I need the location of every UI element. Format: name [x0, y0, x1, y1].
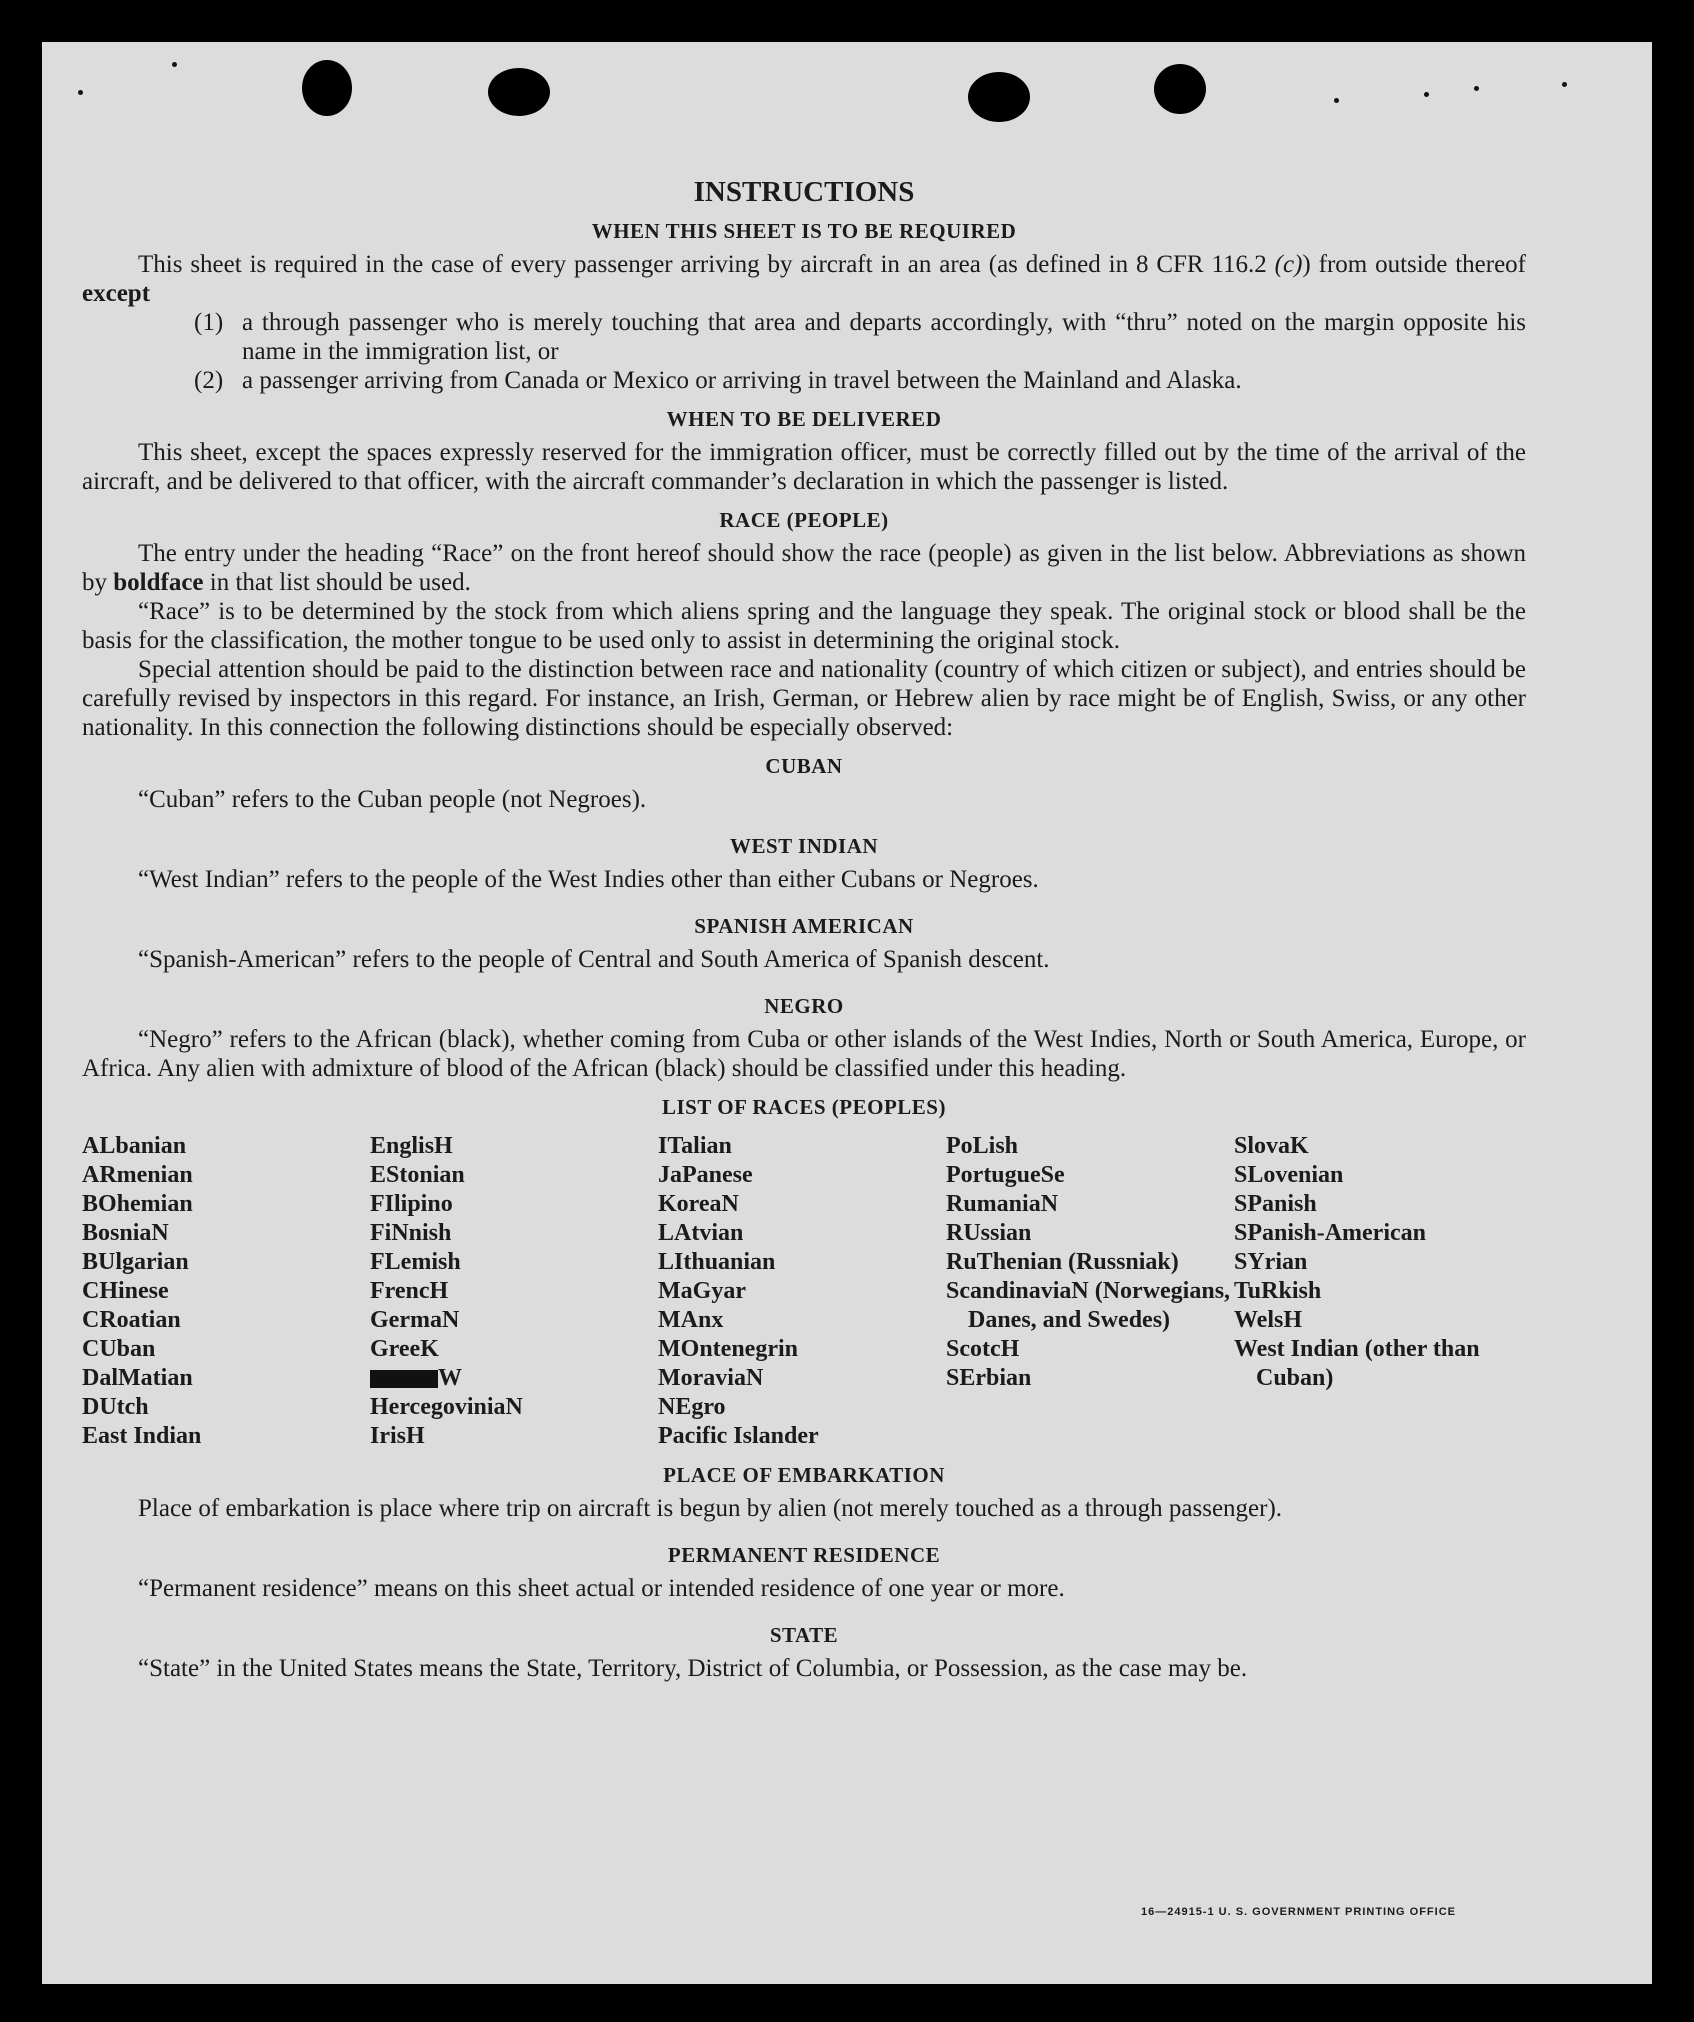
- race-entry: ALbanian: [82, 1133, 187, 1159]
- race-entry: GreeK: [370, 1336, 439, 1362]
- race-entry: LAtvian: [658, 1220, 744, 1246]
- heading-negro: NEGRO: [764, 994, 844, 1018]
- race-entry: SPanish: [1234, 1191, 1317, 1217]
- race-entry: RuThenian (Russniak): [946, 1249, 1179, 1275]
- race-entry: BUlgarian: [82, 1249, 189, 1275]
- race-entry: HercegoviniaN: [370, 1394, 523, 1420]
- race-list: [82, 1132, 1526, 1451]
- heading-when-delivered: WHEN TO BE DELIVERED: [666, 407, 942, 431]
- race-entry: JaPanese: [658, 1162, 753, 1188]
- race-entry: MoraviaN: [658, 1365, 764, 1391]
- race-entry-redacted: W: [370, 1364, 658, 1393]
- cuban-text: “Cuban” refers to the Cuban people (not Negroes).: [138, 786, 647, 813]
- state-text: “State” in the United States means the State, Territory, District of Columbia, or Possession, as the case may be.: [138, 1655, 1248, 1682]
- race-column-5: [1234, 1132, 1522, 1451]
- race-entry: FIlipino: [370, 1191, 453, 1217]
- punch-hole: [968, 72, 1030, 122]
- instructions-content: [82, 172, 1526, 1683]
- speck: [1334, 98, 1339, 103]
- race-entry: RumaniaN: [946, 1191, 1059, 1217]
- race-entry: WelsH: [1234, 1307, 1303, 1333]
- heading-when-required: WHEN THIS SHEET IS TO BE REQUIRED: [591, 219, 1017, 243]
- required-intro: This sheet is required in the case of every passenger arriving by aircraft in an area (as defined in 8 CFR 116.2 (c)) from outside thereof except: [82, 251, 1526, 307]
- race-entry: BOhemian: [82, 1191, 193, 1217]
- heading-embarkation: PLACE OF EMBARKATION: [663, 1463, 945, 1487]
- race-entry: SLovenian: [1234, 1162, 1344, 1188]
- speck: [78, 90, 83, 95]
- race-column-1: [82, 1132, 370, 1451]
- race-entry: East Indian: [82, 1423, 202, 1449]
- race-entry: SPanish-American: [1234, 1220, 1426, 1246]
- speck: [1562, 82, 1567, 87]
- race-paragraph-3: Special attention should be paid to the distinction between race and nationality (country of which citizen or subject), and entries should be carefully revised by inspectors in this regard. For instance, an Irish, German, or Hebrew alien by race might be of English, Swiss, or any other nationality. In this connection the following distinctions should be especially observed:: [82, 656, 1526, 741]
- race-entry: LIthuanian: [658, 1249, 776, 1275]
- punch-hole: [488, 68, 550, 116]
- exception-item: (1) a through passenger who is merely touching that area and departs accordingly, with “thru” noted on the margin opposite his name in the immigration list, or: [194, 309, 1526, 365]
- embarkation-text: Place of embarkation is place where trip on aircraft is begun by alien (not merely touched as a through passenger).: [138, 1495, 1283, 1522]
- heading-race: RACE (PEOPLE): [719, 508, 889, 532]
- speck: [1474, 86, 1479, 91]
- heading-spanish-american: SPANISH AMERICAN: [694, 914, 914, 938]
- race-entry: MAnx: [658, 1307, 724, 1333]
- race-entry: PoLish: [946, 1133, 1019, 1159]
- race-entry: EStonian: [370, 1162, 465, 1188]
- race-entry: ScandinaviaN (Norwegians, Danes, and Swedes): [946, 1278, 1231, 1333]
- race-entry: CRoatian: [82, 1307, 181, 1333]
- race-entry: FiNnish: [370, 1220, 452, 1246]
- race-entry: NEgro: [658, 1394, 726, 1420]
- negro-text: “Negro” refers to the African (black), whether coming from Cuba or other islands of the West Indies, North or South America, Europe, or Africa. Any alien with admixture of blood of the African (black) should be classified under this heading.: [82, 1026, 1526, 1082]
- race-entry: CUban: [82, 1336, 156, 1362]
- race-entry: MaGyar: [658, 1278, 746, 1304]
- heading-west-indian: WEST INDIAN: [729, 834, 879, 858]
- race-entry: ScotcH: [946, 1336, 1020, 1362]
- exception-list: [194, 308, 1526, 395]
- spanish-american-text: “Spanish-American” refers to the people of Central and South America of Spanish descent.: [138, 946, 1050, 973]
- speck: [1424, 92, 1429, 97]
- race-column-3: [658, 1132, 946, 1451]
- speck: [172, 62, 177, 67]
- race-entry: SlovaK: [1234, 1133, 1309, 1159]
- race-paragraph-2: “Race” is to be determined by the stock from which aliens spring and the language they speak. The original stock or blood shall be the basis for the classification, the mother tongue to be used only to assist in determining the original stock.: [82, 598, 1526, 654]
- heading-permanent-residence: PERMANENT RESIDENCE: [667, 1543, 941, 1567]
- race-entry: EnglisH: [370, 1133, 453, 1159]
- race-entry: FrencH: [370, 1278, 449, 1304]
- heading-cuban: CUBAN: [765, 754, 843, 778]
- race-entry: BosniaN: [82, 1220, 169, 1246]
- race-entry: SErbian: [946, 1365, 1032, 1391]
- redaction-bar: [370, 1370, 438, 1388]
- race-paragraph-1: The entry under the heading “Race” on the front hereof should show the race (people) as given in the list below. Abbreviations as shown by boldface in that list should be used.: [82, 540, 1526, 596]
- residence-text: “Permanent residence” means on this sheet actual or intended residence of one year or more.: [138, 1575, 1065, 1602]
- race-entry: DalMatian: [82, 1365, 193, 1391]
- race-column-2: [370, 1132, 658, 1451]
- race-entry: KoreaN: [658, 1191, 739, 1217]
- document-sheet: [42, 42, 1652, 1984]
- page-title: INSTRUCTIONS: [693, 176, 915, 208]
- delivered-text: This sheet, except the spaces expressly reserved for the immigration officer, must be correctly filled out by the time of the arrival of the aircraft, and be delivered to that officer, with the aircraft commander’s declaration in which the passenger is listed.: [82, 439, 1526, 495]
- print-code: 16—24915-1 U. S. GOVERNMENT PRINTING OFFICE: [1140, 1906, 1456, 1918]
- race-entry: ITalian: [658, 1133, 732, 1159]
- heading-list-of-races: LIST OF RACES (PEOPLES): [662, 1095, 946, 1119]
- race-entry: ARmenian: [82, 1162, 193, 1188]
- race-entry: DUtch: [82, 1394, 149, 1420]
- race-entry: West Indian (other than Cuban): [1234, 1336, 1480, 1391]
- race-entry: PortugueSe: [946, 1162, 1065, 1188]
- exception-item: (2) a passenger arriving from Canada or Mexico or arriving in travel between the Mainland and Alaska.: [194, 367, 1242, 394]
- race-entry: GermaN: [370, 1307, 460, 1333]
- race-entry: Pacific Islander: [658, 1423, 819, 1449]
- race-column-4: [946, 1132, 1234, 1451]
- punch-hole: [302, 60, 352, 116]
- race-entry: CHinese: [82, 1278, 169, 1304]
- race-entry: RUssian: [946, 1220, 1032, 1246]
- punch-hole: [1154, 64, 1206, 114]
- race-entry: MOntenegrin: [658, 1336, 798, 1362]
- west-indian-text: “West Indian” refers to the people of the West Indies other than either Cubans or Negroes.: [138, 866, 1039, 893]
- race-entry: TuRkish: [1234, 1278, 1322, 1304]
- race-entry: IrisH: [370, 1423, 425, 1449]
- race-entry: FLemish: [370, 1249, 461, 1275]
- heading-state: STATE: [769, 1623, 839, 1647]
- race-entry: SYrian: [1234, 1249, 1308, 1275]
